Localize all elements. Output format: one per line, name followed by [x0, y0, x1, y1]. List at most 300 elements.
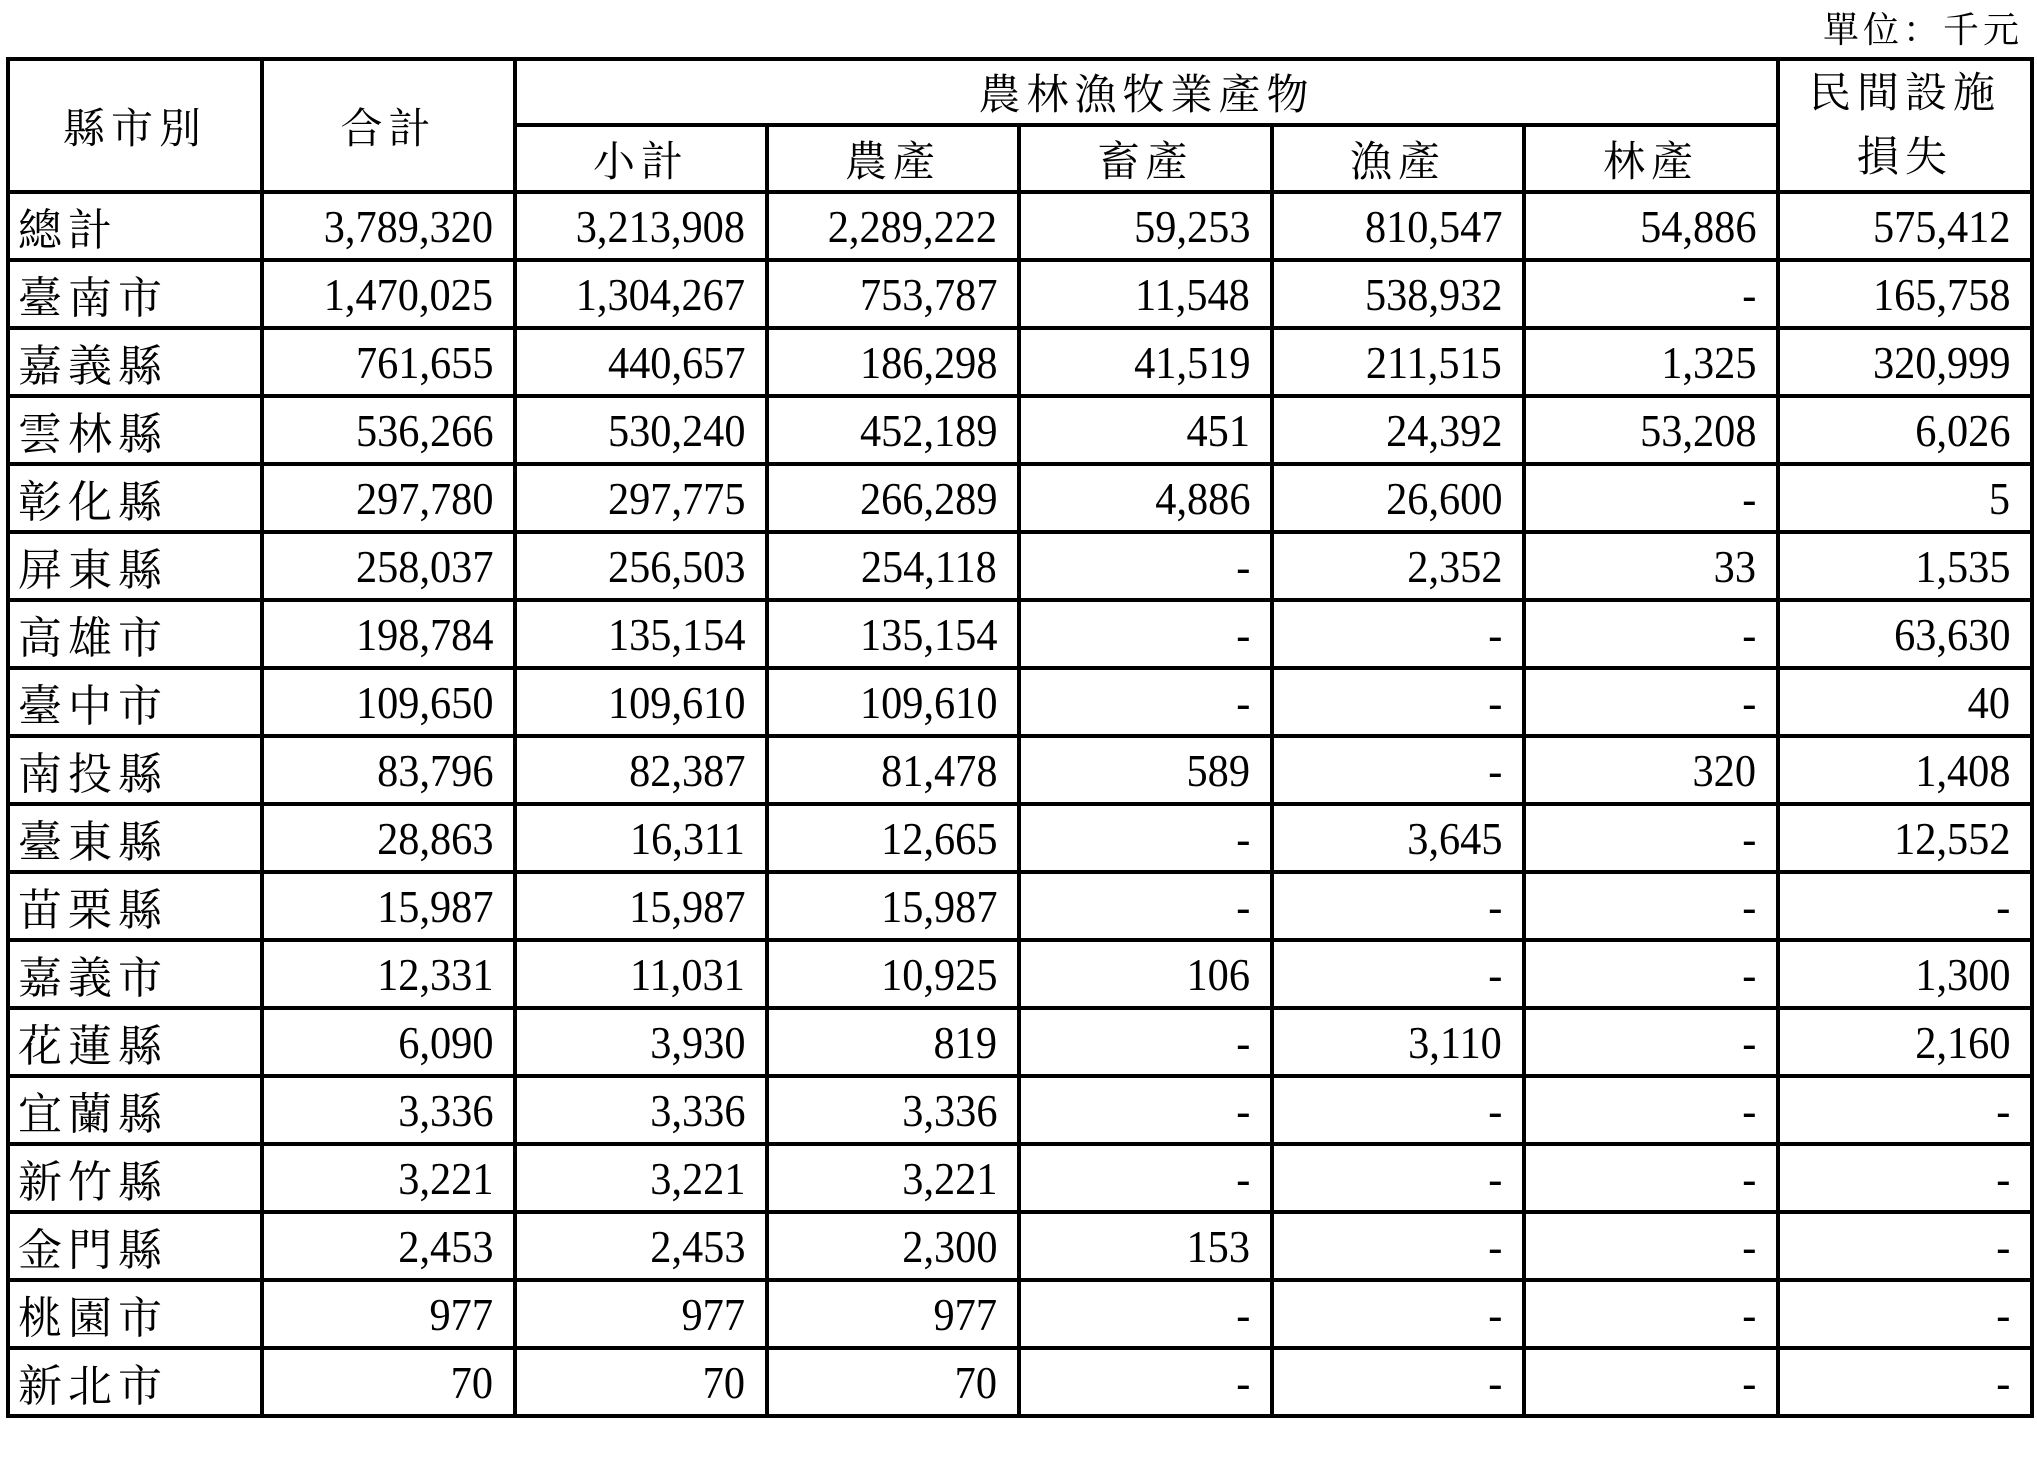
cell-value	[515, 396, 767, 464]
cell-value	[515, 1076, 767, 1144]
cell-value	[1778, 396, 2032, 464]
county-name: 嘉義縣	[8, 328, 262, 396]
table-row	[8, 260, 2032, 328]
cell-value	[1778, 1144, 2032, 1212]
cell-text: 3,221	[649, 1152, 745, 1204]
cell-text: -	[1487, 1084, 1502, 1136]
cell-value	[1019, 192, 1272, 260]
cell-text: 135,154	[607, 608, 745, 660]
cell-value	[1019, 736, 1272, 804]
county-name: 臺中市	[8, 668, 262, 736]
cell-text: -	[1487, 676, 1502, 728]
cell-value	[1272, 872, 1524, 940]
cell-text: 810,547	[1364, 200, 1502, 252]
cell-text: 63,630	[1893, 608, 2011, 660]
cell-value	[1778, 532, 2032, 600]
cell-text: -	[1741, 608, 1757, 660]
cell-value	[1524, 736, 1778, 804]
cell-value	[767, 1348, 1019, 1416]
cell-value	[1019, 1008, 1272, 1076]
cell-text: -	[1487, 1152, 1502, 1204]
cell-text: 12,665	[880, 812, 997, 864]
cell-text: -	[1741, 472, 1757, 524]
cell-value	[767, 260, 1019, 328]
county-name: 花蓮縣	[8, 1008, 262, 1076]
cell-text: -	[1235, 1356, 1250, 1408]
cell-text: 135,154	[859, 608, 997, 660]
cell-text: -	[1235, 880, 1250, 932]
cell-value	[767, 396, 1019, 464]
cell-value	[1524, 1144, 1778, 1212]
cell-value	[515, 1348, 767, 1416]
cell-text: 4,886	[1154, 472, 1250, 524]
unit-label: 單位：千元	[1822, 10, 2023, 50]
cell-value	[262, 1280, 515, 1348]
cell-value	[1019, 600, 1272, 668]
cell-text: 33	[1713, 540, 1757, 592]
cell-text: 1,535	[1914, 540, 2011, 592]
cell-text: 186,298	[859, 336, 997, 388]
cell-text: -	[1741, 880, 1757, 932]
cell-value	[1272, 804, 1524, 872]
table-row	[8, 1348, 2032, 1416]
cell-value	[515, 464, 767, 532]
cell-text: 198,784	[355, 608, 493, 660]
county-name: 臺南市	[8, 260, 262, 328]
cell-value	[767, 1144, 1019, 1212]
cell-text: 3,336	[397, 1084, 493, 1136]
cell-value	[767, 804, 1019, 872]
cell-text: -	[1995, 1288, 2011, 1340]
cell-text: 2,453	[397, 1220, 493, 1272]
cell-value	[515, 1144, 767, 1212]
header-subtotal: 小計	[515, 125, 767, 192]
cell-text: -	[1995, 1356, 2011, 1408]
cell-text: 1,470,025	[323, 268, 493, 320]
cell-text: -	[1995, 880, 2011, 932]
table-row	[8, 1008, 2032, 1076]
cell-text: 2,300	[901, 1220, 997, 1272]
cell-value	[1778, 600, 2032, 668]
cell-text: 297,775	[607, 472, 745, 524]
cell-text: 1,304,267	[575, 268, 745, 320]
cell-text: 452,189	[859, 404, 997, 456]
cell-value	[767, 668, 1019, 736]
cell-value	[1019, 328, 1272, 396]
cell-value	[1272, 668, 1524, 736]
cell-value	[262, 396, 515, 464]
cell-text: -	[1741, 1084, 1757, 1136]
cell-text: 575,412	[1872, 200, 2011, 252]
cell-value	[262, 1008, 515, 1076]
cell-value	[767, 192, 1019, 260]
cell-text: -	[1995, 1152, 2011, 1204]
cell-value	[1019, 260, 1272, 328]
cell-value	[1778, 1076, 2032, 1144]
cell-text: 761,655	[355, 336, 493, 388]
cell-text: -	[1741, 1288, 1757, 1340]
cell-text: 3,221	[397, 1152, 493, 1204]
cell-value	[1524, 804, 1778, 872]
table-row	[8, 192, 2032, 260]
cell-value	[1272, 940, 1524, 1008]
cell-value	[1778, 940, 2032, 1008]
cell-value	[262, 1212, 515, 1280]
cell-text: 3,930	[649, 1016, 745, 1068]
cell-value	[515, 1280, 767, 1348]
cell-text: 6,090	[397, 1016, 493, 1068]
cell-value	[515, 532, 767, 600]
header-forestry: 林產	[1524, 125, 1778, 192]
cell-value	[1272, 1008, 1524, 1076]
cell-value	[1524, 600, 1778, 668]
cell-value	[515, 600, 767, 668]
cell-text: 106	[1186, 948, 1250, 1000]
cell-text: -	[1741, 948, 1757, 1000]
cell-text: 15,987	[628, 880, 745, 932]
header-county: 縣市別	[8, 59, 262, 192]
cell-value	[262, 328, 515, 396]
cell-value	[1272, 464, 1524, 532]
cell-text: 82,387	[628, 744, 745, 796]
cell-value	[1019, 1144, 1272, 1212]
cell-text: -	[1235, 676, 1250, 728]
cell-text: -	[1487, 948, 1502, 1000]
cell-value	[262, 668, 515, 736]
cell-value	[1272, 1280, 1524, 1348]
cell-text: 165,758	[1872, 268, 2011, 320]
cell-value	[1524, 1008, 1778, 1076]
cell-text: 10,925	[880, 948, 997, 1000]
cell-value	[1272, 1348, 1524, 1416]
cell-value	[515, 260, 767, 328]
cell-value	[1019, 804, 1272, 872]
cell-value	[1778, 1008, 2032, 1076]
cell-value	[1778, 1348, 2032, 1416]
cell-value	[1019, 872, 1272, 940]
county-name: 宜蘭縣	[8, 1076, 262, 1144]
cell-value	[1524, 260, 1778, 328]
cell-text: 536,266	[355, 404, 493, 456]
cell-value	[262, 192, 515, 260]
cell-value	[1272, 396, 1524, 464]
cell-value	[1778, 1280, 2032, 1348]
cell-value	[1019, 1076, 1272, 1144]
cell-value	[1524, 464, 1778, 532]
cell-value	[262, 1144, 515, 1212]
cell-value	[262, 1076, 515, 1144]
cell-text: 1,300	[1914, 948, 2011, 1000]
cell-text: -	[1235, 540, 1250, 592]
cell-text: 320,999	[1872, 336, 2011, 388]
county-name: 南投縣	[8, 736, 262, 804]
cell-text: -	[1235, 812, 1250, 864]
cell-text: -	[1741, 1356, 1757, 1408]
cell-value	[262, 804, 515, 872]
cell-value	[1524, 940, 1778, 1008]
cell-value	[1524, 1280, 1778, 1348]
header-private-facilities: 民間設施損失	[1778, 59, 2032, 192]
cell-text: 5	[1988, 472, 2011, 524]
cell-text: 320	[1692, 744, 1757, 796]
cell-value	[262, 532, 515, 600]
cell-value	[767, 1280, 1019, 1348]
cell-value	[262, 260, 515, 328]
cell-value	[515, 328, 767, 396]
cell-text: 2,352	[1406, 540, 1502, 592]
table-row	[8, 804, 2032, 872]
cell-value	[262, 736, 515, 804]
cell-value	[1524, 532, 1778, 600]
cell-value	[1778, 804, 2032, 872]
cell-value	[515, 1008, 767, 1076]
cell-value	[1019, 668, 1272, 736]
table-row	[8, 1212, 2032, 1280]
cell-value	[1778, 872, 2032, 940]
cell-value	[1524, 872, 1778, 940]
cell-text: 2,160	[1914, 1016, 2011, 1068]
cell-text: -	[1741, 812, 1757, 864]
cell-text: 3,213,908	[575, 200, 745, 252]
cell-text: 451	[1186, 404, 1250, 456]
cell-text: -	[1487, 1220, 1502, 1272]
cell-text: 3,645	[1406, 812, 1502, 864]
cell-text: -	[1487, 1288, 1502, 1340]
cell-value	[767, 600, 1019, 668]
cell-text: -	[1235, 608, 1250, 660]
cell-value	[1019, 396, 1272, 464]
table-row	[8, 668, 2032, 736]
cell-text: 41,519	[1133, 336, 1250, 388]
cell-value	[1778, 464, 2032, 532]
cell-text: 16,311	[630, 812, 745, 864]
cell-text: -	[1995, 1084, 2011, 1136]
cell-text: -	[1235, 1152, 1250, 1204]
cell-value	[767, 736, 1019, 804]
county-name: 總計	[8, 192, 262, 260]
cell-value	[1272, 328, 1524, 396]
county-name: 桃園市	[8, 1280, 262, 1348]
cell-text: 3,110	[1408, 1016, 1502, 1068]
cell-text: 297,780	[355, 472, 493, 524]
cell-value	[767, 532, 1019, 600]
cell-text: -	[1235, 1016, 1250, 1068]
cell-value	[1272, 736, 1524, 804]
table-row	[8, 532, 2032, 600]
cell-text: -	[1995, 1220, 2011, 1272]
cell-text: -	[1741, 1152, 1757, 1204]
cell-text: 753,787	[859, 268, 997, 320]
loss-table	[6, 57, 2034, 1418]
cell-value	[767, 1076, 1019, 1144]
cell-value	[1524, 1348, 1778, 1416]
table-row	[8, 736, 2032, 804]
cell-text: 109,610	[607, 676, 745, 728]
county-name: 彰化縣	[8, 464, 262, 532]
cell-text: 256,503	[607, 540, 745, 592]
cell-value	[1019, 1212, 1272, 1280]
cell-value	[1272, 1144, 1524, 1212]
county-name: 嘉義市	[8, 940, 262, 1008]
cell-text: -	[1235, 1288, 1250, 1340]
cell-text: 589	[1186, 744, 1250, 796]
cell-text: 83,796	[376, 744, 493, 796]
county-name: 臺東縣	[8, 804, 262, 872]
table-row	[8, 396, 2032, 464]
cell-value	[515, 1212, 767, 1280]
cell-text: 12,331	[376, 948, 493, 1000]
cell-value	[1019, 532, 1272, 600]
county-name: 苗栗縣	[8, 872, 262, 940]
cell-text: 26,600	[1385, 472, 1502, 524]
cell-text: -	[1487, 744, 1502, 796]
cell-text: 15,987	[376, 880, 493, 932]
cell-value	[767, 872, 1019, 940]
cell-text: 70	[450, 1356, 493, 1408]
cell-text: 6,026	[1914, 404, 2011, 456]
cell-text: 12,552	[1893, 812, 2011, 864]
cell-value	[515, 668, 767, 736]
cell-text: 440,657	[607, 336, 745, 388]
cell-text: 24,392	[1385, 404, 1502, 456]
cell-text: 153	[1186, 1220, 1250, 1272]
cell-text: 3,789,320	[323, 200, 493, 252]
cell-text: 254,118	[861, 540, 997, 592]
cell-text: 3,336	[649, 1084, 745, 1136]
cell-value	[1524, 328, 1778, 396]
cell-text: -	[1741, 268, 1757, 320]
header-group: 農林漁牧業產物	[515, 59, 1778, 125]
cell-text: -	[1235, 1084, 1250, 1136]
cell-value	[1272, 532, 1524, 600]
cell-text: -	[1741, 676, 1757, 728]
cell-text: 59,253	[1133, 200, 1250, 252]
table-row	[8, 1280, 2032, 1348]
cell-value	[262, 872, 515, 940]
cell-value	[1778, 260, 2032, 328]
cell-value	[515, 872, 767, 940]
cell-text: 109,610	[859, 676, 997, 728]
cell-value	[1272, 260, 1524, 328]
cell-text: 819	[933, 1016, 997, 1068]
table-body	[8, 192, 2032, 1416]
cell-value	[1524, 1212, 1778, 1280]
cell-value	[1524, 668, 1778, 736]
header-livestock: 畜產	[1019, 125, 1272, 192]
cell-value	[262, 464, 515, 532]
table-row	[8, 940, 2032, 1008]
cell-text: 530,240	[607, 404, 745, 456]
cell-value	[1778, 668, 2032, 736]
cell-text: 977	[933, 1288, 997, 1340]
cell-value	[1778, 328, 2032, 396]
cell-text: 70	[954, 1356, 997, 1408]
cell-value	[1778, 192, 2032, 260]
cell-value	[1524, 1076, 1778, 1144]
cell-value	[262, 940, 515, 1008]
cell-value	[767, 464, 1019, 532]
cell-text: 53,208	[1639, 404, 1757, 456]
cell-text: 977	[681, 1288, 745, 1340]
cell-text: 3,221	[901, 1152, 997, 1204]
header-total: 合計	[262, 59, 515, 192]
county-name: 高雄市	[8, 600, 262, 668]
cell-value	[767, 328, 1019, 396]
cell-text: 15,987	[880, 880, 997, 932]
cell-value	[262, 600, 515, 668]
header-fishery: 漁產	[1272, 125, 1524, 192]
cell-text: 11,548	[1135, 268, 1250, 320]
cell-text: 40	[1967, 676, 2011, 728]
cell-text: 54,886	[1639, 200, 1757, 252]
table-row	[8, 1144, 2032, 1212]
cell-value	[1272, 1212, 1524, 1280]
cell-text: 538,932	[1364, 268, 1502, 320]
county-name: 雲林縣	[8, 396, 262, 464]
cell-value	[1019, 1280, 1272, 1348]
cell-value	[1524, 192, 1778, 260]
cell-text: -	[1487, 608, 1502, 660]
cell-value	[767, 1008, 1019, 1076]
cell-text: -	[1741, 1016, 1757, 1068]
table-row	[8, 600, 2032, 668]
table-row	[8, 464, 2032, 532]
cell-value	[262, 1348, 515, 1416]
cell-text: 11,031	[630, 948, 745, 1000]
cell-value	[1778, 736, 2032, 804]
cell-text: 266,289	[859, 472, 997, 524]
table-row	[8, 872, 2032, 940]
cell-text: 2,453	[649, 1220, 745, 1272]
table-row	[8, 1076, 2032, 1144]
cell-text: -	[1487, 880, 1502, 932]
cell-text: -	[1741, 1220, 1757, 1272]
cell-text: 258,037	[355, 540, 493, 592]
cell-value	[767, 940, 1019, 1008]
cell-text: 3,336	[901, 1084, 997, 1136]
cell-text: 1,325	[1660, 336, 1757, 388]
cell-text: -	[1487, 1356, 1502, 1408]
cell-text: 81,478	[880, 744, 997, 796]
cell-text: 977	[429, 1288, 493, 1340]
cell-value	[1272, 1076, 1524, 1144]
cell-text: 70	[702, 1356, 745, 1408]
cell-value	[1019, 940, 1272, 1008]
cell-text: 1,408	[1914, 744, 2011, 796]
cell-value	[515, 192, 767, 260]
cell-value	[1524, 396, 1778, 464]
cell-value	[767, 1212, 1019, 1280]
cell-text: 2,289,222	[827, 200, 997, 252]
cell-value	[1019, 1348, 1272, 1416]
cell-value	[515, 804, 767, 872]
county-name: 屏東縣	[8, 532, 262, 600]
cell-text: 109,650	[355, 676, 493, 728]
cell-value	[1272, 600, 1524, 668]
cell-value	[1019, 464, 1272, 532]
cell-text: 28,863	[376, 812, 493, 864]
cell-value	[515, 736, 767, 804]
header-agriculture: 農產	[767, 125, 1019, 192]
county-name: 金門縣	[8, 1212, 262, 1280]
cell-value	[1272, 192, 1524, 260]
county-name: 新竹縣	[8, 1144, 262, 1212]
county-name: 新北市	[8, 1348, 262, 1416]
cell-value	[1778, 1212, 2032, 1280]
cell-text: 211,515	[1366, 336, 1502, 388]
table-row	[8, 328, 2032, 396]
cell-value	[515, 940, 767, 1008]
